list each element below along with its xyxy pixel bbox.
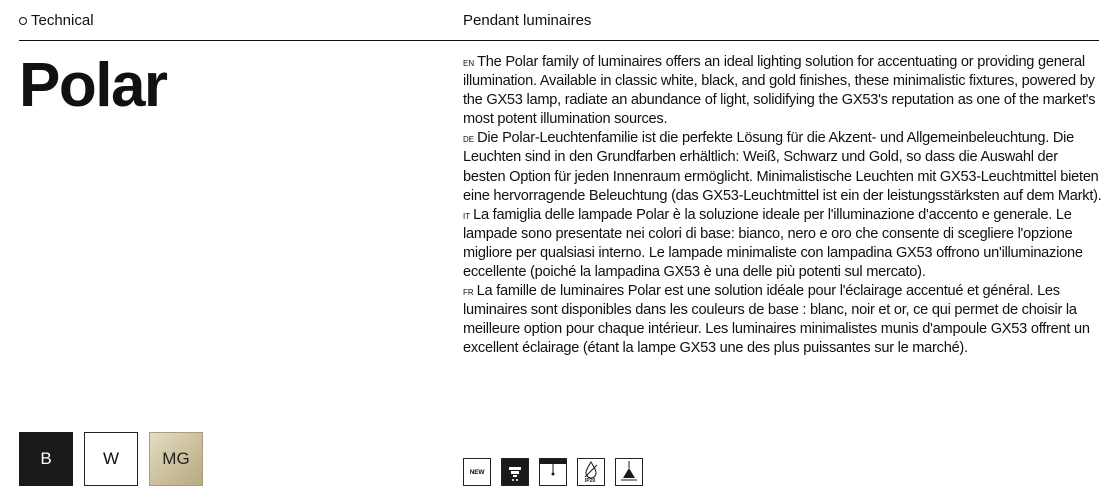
category-label: Pendant luminaires <box>463 12 592 29</box>
circle-icon <box>19 17 27 25</box>
lang-code: IT <box>463 211 471 221</box>
feature-icons <box>463 458 643 486</box>
finish-swatch-gold[interactable]: MG <box>149 432 203 486</box>
new-badge-icon <box>463 458 491 486</box>
header-divider <box>19 40 1099 41</box>
description-text: La famille de luminaires Polar est une solution idéale pour l'éclairage accentué et général. Les luminaires sont disponibles dans les couleurs de base : blanc, noir et or, ce qui permet de choisir la meilleure option pour chaque intérieur. Les luminaires minimalistes munis d'ampoule GX53 offrent un excellent éclairage (étant la lampe GX53 une des plus puissantes sur le marché). <box>463 283 1090 357</box>
description-fr <box>463 282 1103 358</box>
finish-swatch-white[interactable]: W <box>84 432 138 486</box>
gx53-lamp-svg <box>502 459 528 485</box>
section-title: Technical <box>31 12 94 29</box>
description-block <box>463 53 1103 359</box>
product-title: Polar <box>19 51 167 120</box>
lang-code: DE <box>463 135 475 145</box>
description-en <box>463 53 1103 129</box>
lang-code: EN <box>463 59 475 68</box>
finish-swatch-black[interactable]: B <box>19 432 73 486</box>
description-text: The Polar family of luminaires offers an ideal lighting solution for accentuating or providing general illumination. Available in classic white, black, and gold finishes, these minimalistic fixtures, powered by the GX53 lamp, radiate an abundance of light, solidifying the GX53's reputation as one of the market's most potent illumination sources. <box>463 54 1096 128</box>
section-label <box>19 12 94 30</box>
description-text: Die Polar-Leuchtenfamilie ist die perfekte Lösung für die Akzent- und Allgemeinbeleuchtung. Die Leuchten sind in den Grundfarben erhältlich: Weiß, Schwarz und Gold, so dass die Auswahl der besten Option für jeden Innenraum ermöglicht. Minimalistische Leuchten mit GX53-Leuchtmittel bieten eine hervorragende Beleuchtung (das GX53-Leuchtmittel ist ein der leistungsstärksten auf dem Markt). <box>463 130 1102 204</box>
new-label: NEW <box>469 468 485 476</box>
description-text: La famiglia delle lampade Polar è la soluzione ideale per l'illuminazione d'accento e generale. Le lampade sono presentate nei colori di base: bianco, nero e oro che consente di scegliere l'opzione migliore per qualsiasi interno. Le lampade minimaliste con lampadina GX53 offrono un'illuminazione eccellente (poiché la lampadina GX53 è una delle più potenti sul mercato). <box>463 206 1083 281</box>
ceiling-mount-icon <box>539 458 567 486</box>
gx53-lamp-icon <box>501 458 529 486</box>
ip20-rating-icon <box>577 458 605 486</box>
description-it <box>463 206 1103 282</box>
ceiling-mount-svg <box>540 459 566 485</box>
ip-label: IP20 <box>585 478 596 484</box>
pendant-light-svg <box>616 459 642 485</box>
lang-code: FR <box>463 288 474 298</box>
finish-swatches <box>19 432 203 486</box>
description-de <box>463 129 1103 205</box>
pendant-light-icon <box>615 458 643 486</box>
